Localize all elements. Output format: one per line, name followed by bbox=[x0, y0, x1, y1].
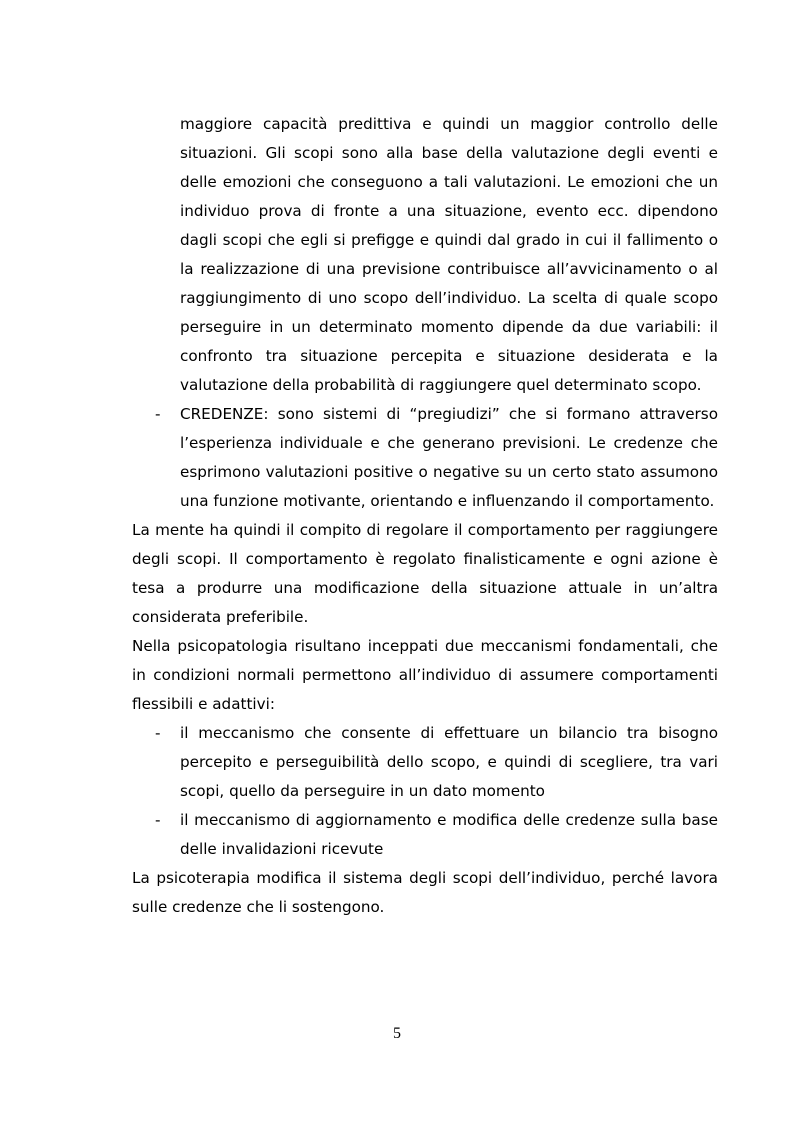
paragraph: La mente ha quindi il compito di regolare il comportamento per raggiungere degli scopi. Il comportamento è regolato finalisticamente e ogni azione è tesa a produrre una modificazione della situazione attuale in un’altra considerata preferibile. bbox=[132, 521, 718, 626]
list-item bbox=[132, 719, 718, 806]
list-item bbox=[132, 400, 718, 516]
page-number: 5 bbox=[393, 1025, 401, 1042]
bullet-list-credenze bbox=[132, 400, 718, 516]
list-item bbox=[132, 806, 718, 864]
body-text bbox=[132, 110, 718, 922]
paragraph: La psicoterapia modifica il sistema degli scopi dell’individuo, perché lavora sulle credenze che li sostengono. bbox=[132, 869, 718, 916]
bullet-list-meccanismi bbox=[132, 719, 718, 864]
list-item-text: CREDENZE: sono sistemi di “pregiudizi” che si formano attraverso l’esperienza individuale e che generano previsioni. Le credenze che esprimono valutazioni positive o negative su un certo stato assumono una funzione motivante, orientando e influenzando il comportamento. bbox=[180, 405, 718, 510]
list-item-text: il meccanismo di aggiornamento e modifica delle credenze sulla base delle invalidazioni ricevute bbox=[180, 811, 718, 858]
list-dash: - bbox=[155, 405, 161, 423]
paragraph: Nella psicopatologia risultano inceppati due meccanismi fondamentali, che in condizioni normali permettono all’individuo di assumere comportamenti flessibili e adattivi: bbox=[132, 637, 718, 713]
list-dash: - bbox=[155, 811, 161, 829]
list-item-text: il meccanismo che consente di effettuare un bilancio tra bisogno percepito e perseguibilità dello scopo, e quindi di scegliere, tra vari scopi, quello da perseguire in un dato momento bbox=[180, 724, 718, 800]
list-dash: - bbox=[155, 724, 161, 742]
continuation-paragraph: maggiore capacità predittiva e quindi un maggior controllo delle situazioni. Gli scopi sono alla base della valutazione degli eventi e delle emozioni che conseguono a tali valutazioni. Le emozioni che un individuo prova di fronte a una situazione, evento ecc. dipendono dagli scopi che egli si prefigge e quindi dal grado in cui il fallimento o la realizzazione di una previsione contribuisce all’avvicinamento o al raggiungimento di uno scopo dell’individuo. La scelta di quale scopo perseguire in un determinato momento dipende da due variabili: il confronto tra situazione percepita e situazione desiderata e la valutazione della probabilità di raggiungere quel determinato scopo. bbox=[180, 115, 718, 394]
